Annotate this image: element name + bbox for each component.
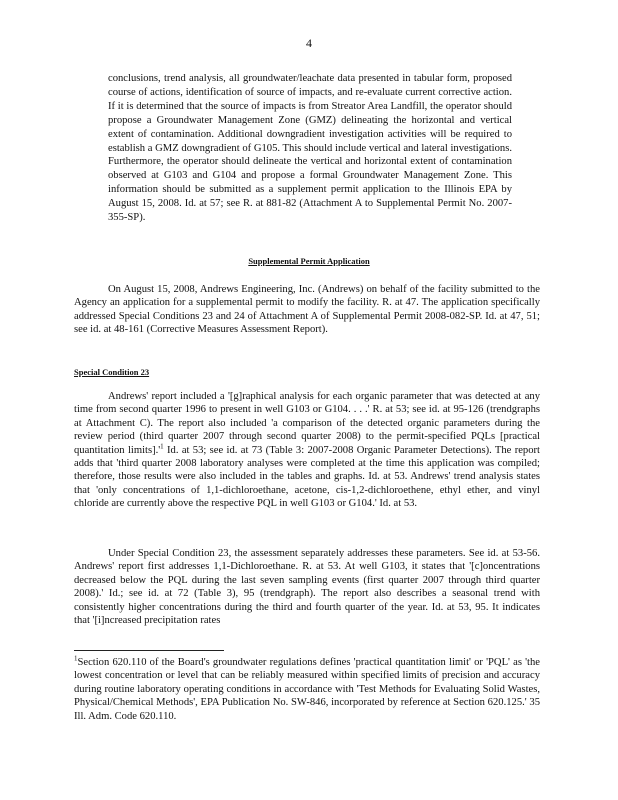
paragraph-special-condition-assessment — [74, 547, 540, 627]
footnote-reference: 1 — [160, 442, 164, 451]
paragraph-supplemental-permit — [74, 283, 540, 337]
footnote-text: Section 620.110 of the Board's groundwater regulations defines 'practical quantitation limit' or 'PQL' as 'the lowest concentration or level that can be reliably measured within specified limits of precision and accuracy during routine laboratory operating conditions in accordance with 'Test Methods for Evaluating Solid Wastes, Physical/Chemical Methods', EPA Publication No. SW-846, incorporated by reference at Section 620.125.' 35 Ill. Adm. Code 620.110. — [74, 657, 540, 722]
paragraph-andrews-report — [74, 390, 540, 511]
footnote-marker: 1 — [74, 654, 78, 663]
paragraph-text-part-2: Id. at 53; see id. at 73 (Table 3: 2007-2008 Organic Parameter Detections). The report adds that 'third quarter 2008 laboratory analyses were completed at the time this application was compiled; therefore, those results were also included in the tables and graphs. Id. at 53. Andrews' trend analysis states that 'only concentrations of 1,1-dichloroethane, acetone, cis-1,2-dichloroethene, ethyl ether, and vinyl chloride are currently above the respective PQL in well G103 or G104.' Id. at 53. — [74, 444, 540, 510]
section-heading-supplemental-permit-application: Supplemental Permit Application — [248, 256, 370, 266]
paragraph-text: Under Special Condition 23, the assessment separately addresses these parameters. See id. at 53-56. Andrews' report first addresses 1,1-Dichloroethane. R. at 53. At well G103, it states that '[c]oncentrations decreased below the PQL during the last seven sampling events (first quarter 2007 through third quarter 2008).' Id.; see id. at 72 (Table 3), 95 (trendgraph). The report also describes a seasonal trend with consistently higher concentrations during the third and fourth quarter of the year. Id. at 53, 95. It indicates that '[i]ncreased precipitation rates — [74, 548, 540, 627]
paragraph-text: On August 15, 2008, Andrews Engineering, Inc. (Andrews) on behalf of the facility submitted to the Agency an application for a supplemental permit to modify the facility. R. at 47. The application specifically addressed Special Conditions 23 and 24 of Attachment A of Supplemental Permit 2008-082-SP. Id. at 47, 51; see id. at 48-161 (Corrective Measures Assessment Report). — [74, 284, 540, 336]
page-number: 4 — [306, 36, 312, 50]
section-heading-special-condition-23: Special Condition 23 — [74, 367, 150, 377]
footnote — [74, 656, 540, 723]
paragraph-text-part-1: Andrews' report included a '[g]raphical analysis for each organic parameter that was detected at any time from second quarter 1996 to present in well G103 or G104. . . .' R. at 53; see id. at 95-126 (trendgraphs at Attachment C). The report also included 'a comparison of the detected organic parameters during the review period (third quarter 2007 through second quarter 2008) to the permit-specified PQLs [practical quantitation limits].' — [74, 391, 540, 456]
block-quote: conclusions, trend analysis, all groundwater/leachate data presented in tabular form, proposed course of actions, identification of source of impacts, and re-evaluate current corrective action. If it is determined that the source of impacts is from Streator Area Landfill, the operator should propose a Groundwater Management Zone (GMZ) delineating the horizontal and vertical extent of contamination. Additional downgradient investigation activities will be required to establish a GMZ downgradient of G105. This should include vertical and lateral investigations. Furthermore, the operator should delineate the vertical and horizontal extent of contamination observed at G103 and G104 and propose a formal Groundwater Management Zone. This information should be submitted as a supplement permit application to the Illinois EPA by August 15, 2008. Id. at 57; see R. at 881-82 (Attachment A to Supplemental Permit No. 2007-355-SP). — [108, 73, 512, 224]
footnote-divider — [74, 650, 224, 651]
